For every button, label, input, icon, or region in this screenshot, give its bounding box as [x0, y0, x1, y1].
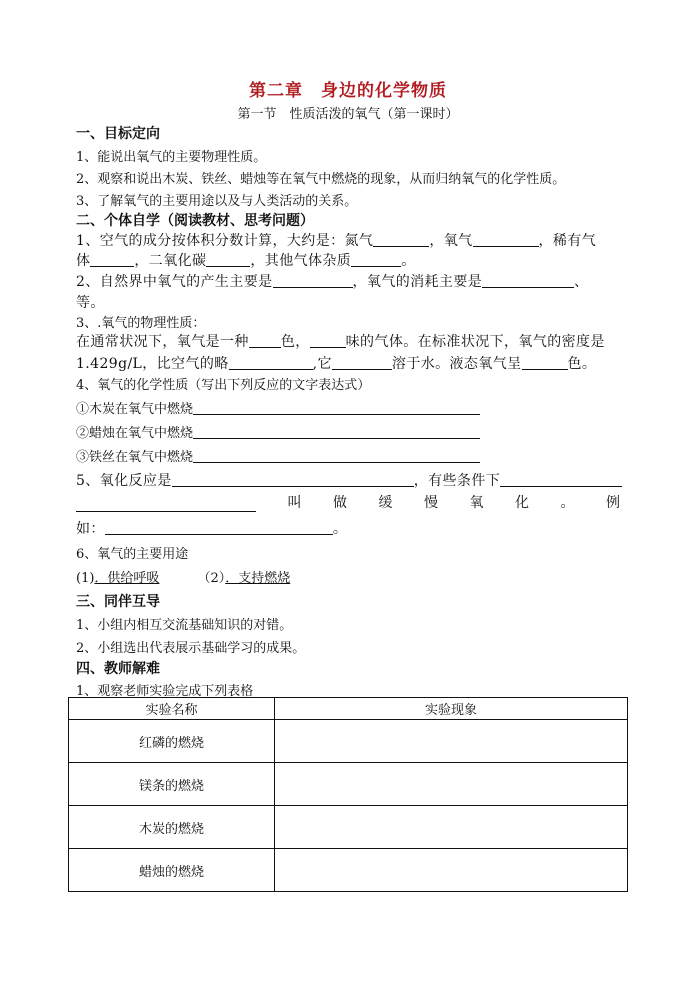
table-row [69, 720, 628, 763]
q6-uses: (1)．供给呼吸 （2）．支持燃烧 [76, 571, 291, 586]
q4-item-iron: ③铁丝在氧气中燃烧 [76, 446, 480, 465]
blank-solubility[interactable] [332, 356, 392, 370]
experiment-name: 木炭的燃烧 [69, 806, 275, 849]
q5-line3: 如： 。 [76, 521, 348, 537]
section3-heading: 三、同伴互导 [76, 594, 160, 610]
experiment-name: 镁条的燃烧 [69, 763, 275, 806]
phenomenon-cell[interactable] [275, 720, 628, 763]
q2-line1: 2、自然界中氧气的产生主要是 ，氧气的消耗主要是 、 [76, 274, 589, 290]
phenomenon-cell[interactable] [275, 763, 628, 806]
blank-example[interactable] [105, 521, 333, 535]
experiment-table [68, 697, 628, 892]
phenomenon-cell[interactable] [275, 849, 628, 892]
blank-odor[interactable] [310, 334, 346, 348]
chapter-title: 第二章 身边的化学物质 [249, 81, 447, 101]
section4-heading: 四、教师解难 [76, 661, 160, 677]
blank-noble-gas[interactable] [90, 253, 134, 267]
blank-oxygen-consumption[interactable] [482, 274, 574, 288]
q1-line1: 1、空气的成分按体积分数计算，大约是：氮气 ，氧气 ，稀有气 [76, 233, 597, 249]
phenomenon-cell[interactable] [275, 806, 628, 849]
blank-candle-equation[interactable] [193, 425, 480, 439]
q2-line2: 等。 [76, 295, 105, 311]
blank-nitrogen[interactable] [373, 233, 429, 247]
blank-density[interactable] [229, 356, 313, 370]
q3-line2: 1.429g/L，比空气的略 ,它 溶于水。液态氧气呈 色。 [76, 356, 597, 372]
use-combustion: ．支持燃烧 [225, 571, 291, 586]
table-row [69, 806, 628, 849]
q3-line1: 在通常状况下，氧气是一种 色， 味的气体。在标准状况下，氧气的密度是 [76, 334, 605, 350]
blank-slow-oxidation[interactable] [76, 498, 256, 512]
q3-head: 3、.氧气的物理性质： [76, 316, 206, 331]
experiment-name: 红磷的燃烧 [69, 720, 275, 763]
goal-item-1: 1、能说出氧气的主要物理性质。 [76, 150, 267, 165]
q1-line2: 体 ，二氧化碳 ，其他气体杂质 。 [76, 253, 416, 269]
blank-iron-equation[interactable] [193, 449, 480, 463]
peer-item-1: 1、小组内相互交流基础知识的对错。 [76, 618, 293, 633]
section1-heading: 一、目标定向 [76, 126, 160, 142]
goal-item-2: 2、观察和说出木炭、铁丝、蜡烛等在氧气中燃烧的现象，从而归纳氧气的化学性质。 [76, 172, 566, 187]
q6-head: 6、氧气的主要用途 [76, 547, 189, 562]
blank-charcoal-equation[interactable] [193, 401, 480, 415]
q4-head: 4、氧气的化学性质（写出下列反应的文字表达式） [76, 378, 371, 393]
q5-line2: 叫 做 缓 慢 氧 化 。 例 [76, 492, 620, 512]
blank-condition[interactable] [500, 473, 622, 487]
table-row [69, 763, 628, 806]
blank-oxidation-definition[interactable] [172, 473, 414, 487]
blank-color[interactable] [249, 334, 281, 348]
section2-heading: 二、个体自学（阅读教材、思考问题） [76, 213, 314, 229]
section-subtitle: 第一节 性质活泼的氧气（第一课时） [237, 107, 459, 122]
q4-item-charcoal: ①木炭在氧气中燃烧 [76, 398, 480, 417]
blank-oxygen[interactable] [473, 233, 539, 247]
experiment-name: 蜡烛的燃烧 [69, 849, 275, 892]
blank-other-gas[interactable] [351, 253, 401, 267]
header-experiment-name: 实验名称 [69, 698, 275, 720]
table-intro: 1、观察老师实验完成下列表格 [76, 684, 254, 699]
use-breathing: ．供给呼吸 [94, 571, 160, 586]
blank-co2[interactable] [206, 253, 250, 267]
table-header-row [69, 698, 628, 720]
peer-item-2: 2、小组选出代表展示基础学习的成果。 [76, 641, 306, 656]
table-row [69, 849, 628, 892]
blank-liquid-color[interactable] [522, 356, 568, 370]
goal-item-3: 3、了解氧气的主要用途以及与人类活动的关系。 [76, 194, 358, 209]
blank-oxygen-source[interactable] [273, 274, 353, 288]
q4-item-candle: ②蜡烛在氧气中燃烧 [76, 422, 480, 441]
header-phenomenon: 实验现象 [275, 698, 628, 720]
q5-line1: 5、氧化反应是 ，有些条件下 [76, 470, 622, 490]
